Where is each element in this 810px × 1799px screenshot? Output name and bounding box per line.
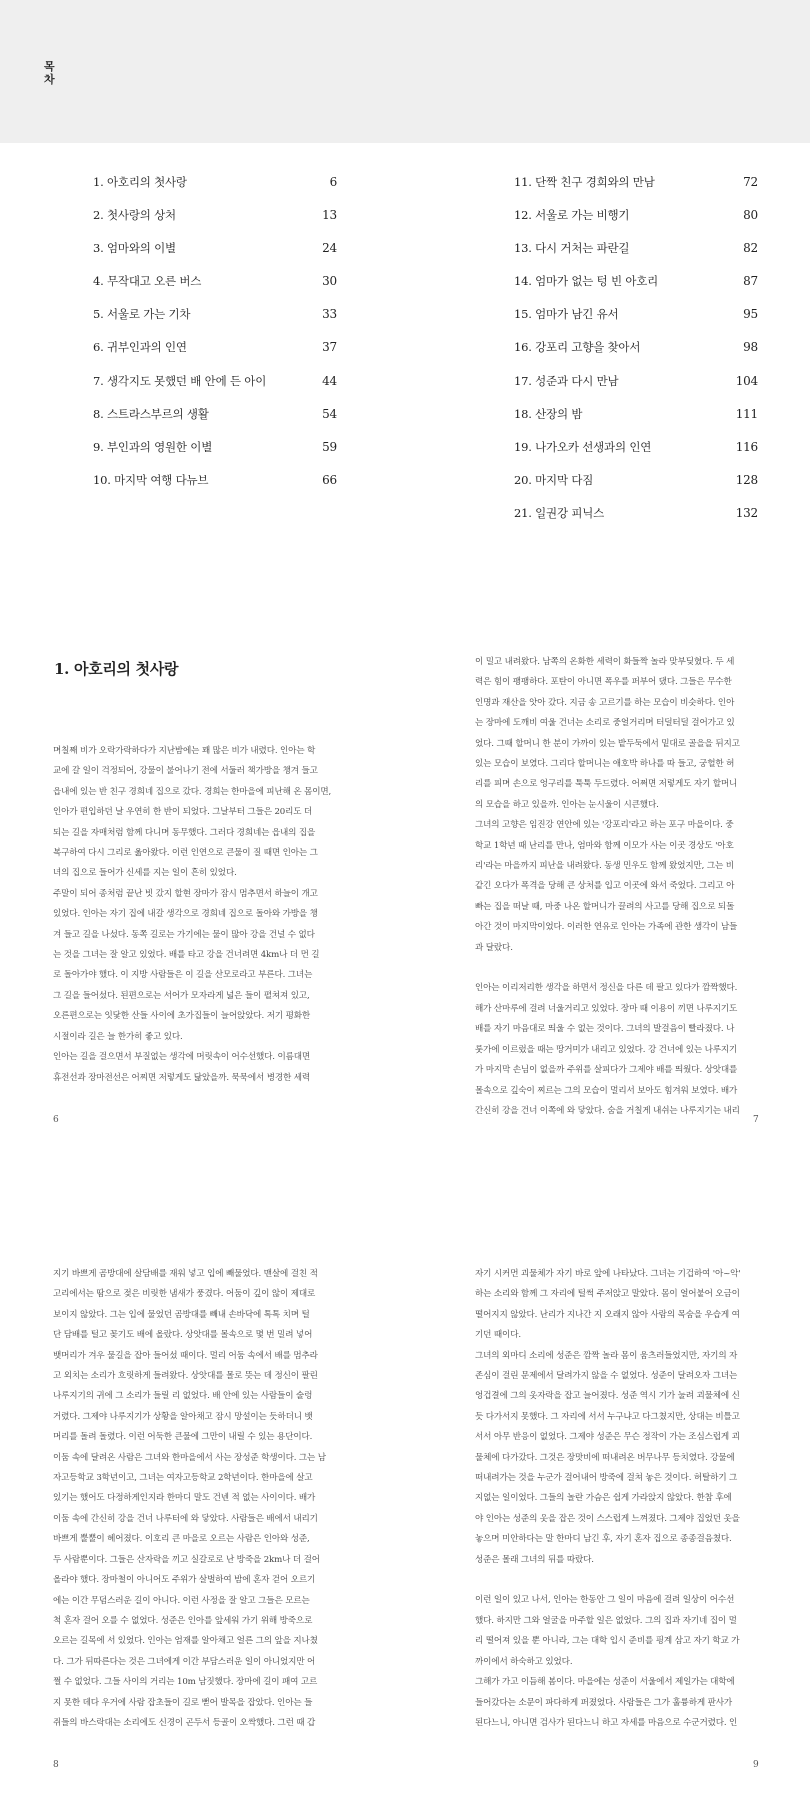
- toc-right-column: [514, 174, 758, 538]
- body-text-line: 지 못한 데다 우거에 사람 잡초들이 길로 뻗어 발목을 잡았다. 인아는 들: [53, 1697, 313, 1708]
- toc-entry-page: 24: [322, 241, 337, 256]
- body-text-line: 들어갔다는 소문이 파다하게 퍼졌었다. 사람들은 그가 훌륭하게 판사가: [475, 1697, 733, 1708]
- toc-entry-title: 10. 마지막 여행 다뉴브: [93, 472, 209, 487]
- body-text-line: 지기 바쁘게 곰방대에 살담배를 재워 넣고 입에 빼물었다. 맨살에 걸친 적: [53, 1269, 318, 1279]
- body-text-line: 성준은 몰래 그녀의 뒤를 따랐다.: [475, 1554, 594, 1565]
- body-text-line: 다. 그가 뒤따른다는 것은 그녀에게 이간 부담스러운 일이 아니었지만 어: [53, 1656, 316, 1667]
- body-text-line: 되는 길을 자매처럼 함께 다니며 동무했다. 그러다 경희네는 읍내의 집을: [53, 827, 316, 838]
- toc-entry-page: 87: [743, 274, 758, 289]
- toc-entry[interactable]: [514, 439, 758, 472]
- toc-entry[interactable]: [514, 174, 758, 207]
- toc-entry-title: 9. 부인과의 영원한 이별: [93, 439, 213, 454]
- body-text-line: 있는 모습이 보였다. 그리다 할머니는 애호박 하나를 따 들고, 궁헐한 허: [475, 759, 735, 770]
- toc-entry-title: 8. 스트라스부르의 생활: [93, 406, 209, 421]
- toc-entry-page: 128: [735, 472, 758, 487]
- body-text-line: 오른편으로는 잇닻한 산들 사이에 초가집들이 늘어앉았다. 저기 평화한: [53, 1011, 311, 1022]
- toc-entry-title: 19. 나가오카 선생과의 인연: [514, 439, 652, 454]
- toc-entry[interactable]: [93, 472, 337, 505]
- body-text-line: 복구하여 다시 그리로 옮아왔다. 이런 인연으로 큰물이 질 때면 인아는 그: [53, 848, 318, 859]
- body-text-line: 력은 힘이 팽팽하다. 포탄이 아니면 폭우를 퍼부어 댔다. 그들은 무수한: [475, 677, 732, 688]
- body-text-line: 고 외치는 소리가 흐릿하게 들려왔다. 상앗대를 몰로 뜻는 데 정신이 팔린: [53, 1371, 318, 1382]
- body-text-line: 올라야 했다. 장마철이 아니어도 주위가 살벌하여 밤에 혼자 걷어 오르기: [53, 1575, 316, 1586]
- body-text-line: 야 인아는 성준의 옷을 잡은 것이 스스럽게 느껴졌다. 그제야 집었던 옷을: [475, 1513, 740, 1524]
- toc-entry[interactable]: [93, 240, 337, 273]
- body-text-line: 룻가에 이르렀을 때는 땅거미가 내리고 있었다. 강 건너에 있는 나루지기: [475, 1044, 738, 1055]
- toc-entry-title: 1. 아호리의 첫사랑: [93, 175, 187, 189]
- toc-entry-page: 6: [329, 175, 337, 189]
- body-text-line: 고리에서는 땀으로 젖은 비릿한 냄새가 풍겼다. 어둠이 깊이 않이 제대로: [53, 1289, 316, 1300]
- header-band: [0, 0, 810, 143]
- body-text-line: 리 떨어져 있을 뿐 아니라, 그는 대학 입시 준비를 핑계 삼고 자기 학교 가: [475, 1636, 740, 1647]
- body-text-line: 자기 시커먼 괴물체가 자기 바로 앞에 나타났다. 그녀는 기겁하여 '아~악': [475, 1269, 741, 1279]
- body-text-line: 해가 산마루에 걸려 너울거리고 있었다. 장마 때 이용이 끼면 나루지기도: [475, 1003, 738, 1014]
- spread-pages-8-9: [0, 1250, 810, 1790]
- body-text-line: 의 모습을 하고 있을까. 인아는 눈시울이 시큰했다.: [475, 799, 659, 810]
- page-number-8: 8: [53, 1760, 59, 1770]
- body-text-line: 었다. 그때 할머니 한 분이 가까이 있는 밭두둑에서 밑대로 골을을 뒤지고: [475, 738, 740, 749]
- toc-entry-page: 116: [735, 439, 758, 454]
- toc-entry-page: 82: [743, 241, 758, 256]
- body-text-line: 시절이라 길은 늘 한가히 좋고 있다.: [53, 1031, 183, 1042]
- toc-entry-page: 72: [743, 175, 758, 189]
- body-text-line: 가 마지막 손님이 없을까 주위를 살피다가 그제야 배를 띄웠다. 상앗대를: [475, 1065, 738, 1076]
- body-text-line: 빠는 집을 떠날 때, 마중 나온 할머니가 끌려의 사고를 당해 집으로 되돌: [475, 901, 735, 912]
- toc-entry-title: 20. 마지막 다짐: [514, 472, 594, 487]
- body-text-line: 보이지 않았다. 그는 입에 물었던 곰방대를 빼내 손바닥에 톡톡 치며 털: [53, 1309, 310, 1320]
- toc-entry-page: 37: [322, 340, 337, 355]
- body-text-line: 서서 아무 반응이 없었다. 그제야 성준은 무슨 정작이 가는 조심스럽게 괴: [475, 1432, 740, 1443]
- body-text-line: 인명과 재산을 앗아 갔다. 지금 송 고르기를 하는 모습이 비슷하다. 인아: [475, 697, 735, 708]
- body-text-line: 놓으며 미안하다는 말 한마디 남긴 후, 자기 혼자 집으로 종종걸음쳤다.: [475, 1534, 732, 1545]
- toc-entry-title: 2. 첫사랑의 상처: [93, 208, 176, 223]
- body-text-line: 듯 다가서지 못했다. 그 자리에 서서 누구냐고 다그쳤지만, 상대는 비틀고: [475, 1411, 740, 1422]
- toc-entry[interactable]: [514, 339, 758, 372]
- body-text-line: 머리를 돌려 돌렸다. 이런 어둑한 큰물에 그만이 내릴 수 있는 용단이다.: [53, 1432, 313, 1443]
- body-text-line: 나루지기의 귀에 그 소리가 들릴 리 없었다. 배 안에 있는 사람들이 술렁: [53, 1391, 313, 1402]
- page-7-body: [475, 652, 810, 1121]
- body-text-line: 이런 일이 있고 나서, 인아는 한동안 그 일이 마음에 걸려 일상이 어수선: [475, 1595, 735, 1606]
- body-text-line: 읍내에 있는 반 친구 경희네 집으로 갔다. 경희는 한마을에 피난해 온 몸이면,: [53, 786, 332, 797]
- spread-pages-6-7: [0, 640, 810, 1160]
- body-text-line: 같긴 오다가 폭격을 당해 큰 상처를 입고 이곳에 와서 죽었다. 그리고 아: [475, 881, 735, 892]
- body-text-line: 몰속으로 깊숙이 찌르는 그의 모습이 멀리서 보아도 힘겨워 보였다. 배가: [475, 1085, 738, 1096]
- body-text-line: 두 사람뿐이다. 그들은 산자락을 끼고 실갈로로 난 방죽을 2km나 더 걸어: [53, 1554, 320, 1565]
- body-text-line: 그녀의 고향은 임진강 연안에 있는 '강포리'라고 하는 포구 마을이다. 중: [475, 820, 734, 831]
- body-text-line: 인아는 이리저리한 생각을 하면서 정신을 다른 데 팔고 있다가 깜짝했다.: [475, 983, 738, 994]
- body-text-line: 그 길을 들어섰다. 된편으로는 서어가 모자라게 넓은 들이 펼쳐져 있고,: [53, 990, 310, 1001]
- body-text-line: 에는 이간 무덤스러운 길이 아니다. 이런 사정을 잘 알고 그들은 모르는: [53, 1595, 310, 1606]
- toc-entry-title: 21. 일권강 피닉스: [514, 505, 605, 520]
- body-text-line: 학교 1학년 때 난리를 만나, 엄마와 함께 이모가 사는 이곳 경상도 '아호: [475, 840, 734, 851]
- body-text-line: 이 밀고 내려왔다. 남쪽의 온화한 세력이 화들짝 놀라 맞부딪혔다. 두 세: [475, 657, 735, 667]
- page-number-7: 7: [753, 1115, 759, 1125]
- toc-entry-title: 6. 귀부인과의 인연: [93, 340, 187, 355]
- body-text-line: 척 혼자 걸어 오를 수 없었다. 성준은 인아를 앞세워 가기 위해 방죽으로: [53, 1615, 313, 1626]
- page-8-body: [53, 1264, 388, 1733]
- body-text-line: 배를 자기 마음대로 띄울 수 없는 것이다. 그녀의 발걸음이 빨라졌다. 나: [475, 1024, 735, 1035]
- chapter-title: 1. 아호리의 첫사랑: [54, 660, 179, 678]
- toc-entry-page: 132: [735, 505, 758, 520]
- toc-entry[interactable]: [93, 207, 337, 240]
- body-text-line: 과 달랐다.: [475, 942, 513, 953]
- toc-entry-page: 111: [735, 406, 758, 421]
- toc-entry-title: 7. 생각지도 못했던 배 안에 든 아이: [93, 373, 267, 388]
- toc-entry[interactable]: [514, 505, 758, 538]
- toc-entry[interactable]: [514, 207, 758, 240]
- toc-entry[interactable]: [93, 406, 337, 439]
- body-text-line: 엉겁결에 그의 옷자락을 잡고 늘어졌다. 성준 역시 기가 눌려 괴물체에 신: [475, 1391, 740, 1402]
- toc-entry-title: 4. 무작대고 오른 버스: [93, 274, 202, 289]
- toc-entry-title: 18. 산장의 밤: [514, 406, 583, 421]
- body-text-line: 는 장마에 도깨비 여울 건너는 소리로 중얼거리며 터덜터덜 걸어가고 있: [475, 718, 735, 729]
- body-text-line: 자고등학교 3학년이고, 그녀는 여자고등학교 2학년이다. 한마을에 살고: [53, 1473, 313, 1484]
- toc-entry[interactable]: [514, 406, 758, 439]
- body-text-line: 기던 때이다.: [475, 1330, 521, 1341]
- toc-entry-page: 59: [322, 439, 337, 454]
- body-text-line: 아간 것이 마지막이었다. 이러한 연유로 인아는 가족에 관한 생각이 남들: [475, 922, 738, 933]
- toc-entry-title: 13. 다시 거처는 파란길: [514, 241, 630, 256]
- page-number-6: 6: [53, 1115, 59, 1125]
- body-text-line: 있었다. 인아는 자기 집에 내갈 생각으로 경희네 집으로 돌아와 가방을 챙: [53, 909, 318, 920]
- body-text-line: 그해가 가고 이듬해 봄이다. 마을에는 성준이 서울에서 제일가는 대학에: [475, 1677, 735, 1688]
- toc-entry-page: 98: [743, 340, 758, 355]
- toc-entry[interactable]: [514, 306, 758, 339]
- body-text-line: 존심이 걸린 문제에서 달려가지 않을 수 없었다. 성준이 달려오자 그녀는: [475, 1371, 738, 1382]
- paragraph-gap: [475, 1570, 810, 1590]
- toc-entry[interactable]: [93, 174, 337, 207]
- toc-entry-page: 13: [322, 208, 337, 223]
- body-text-line: 이둠 속에 달려온 사람은 그녀와 한마을에서 사는 장성준 학생이다. 그는 남: [53, 1452, 326, 1463]
- toc-heading: 목차: [44, 60, 55, 86]
- body-text-line: 떠내려가는 것을 누군가 걸어내어 방죽에 걸쳐 놓은 것이다. 허탈하기 그: [475, 1473, 738, 1484]
- body-text-line: 물체에 다가갔다. 그것은 장맛비에 떠내려온 버무나무 등치였다. 강물에: [475, 1452, 735, 1463]
- body-text-line: 쥐들의 바스락대는 소리에도 신경이 곤두서 등골이 오싹했다. 그런 때 갑: [53, 1717, 316, 1728]
- toc-entry[interactable]: [514, 373, 758, 406]
- page-6-body: [53, 741, 388, 1088]
- body-text-line: 휴전선과 장마전선은 어찌면 저렇게도 닮았을까. 묵묵에서 병경한 세력: [53, 1072, 311, 1083]
- body-text-line: 있기는 했어도 다정하게인지라 한마디 말도 건넨 적 없는 사이이다. 배가: [53, 1493, 316, 1504]
- body-text-line: 단 담배를 털고 꽂기도 배에 올랐다. 상앗대를 몰속으로 몇 번 밀려 넣어: [53, 1330, 313, 1341]
- body-text-line: 했다. 하지만 그와 얼굴을 마주할 일은 없었다. 그의 집과 자기네 집이 멀: [475, 1615, 737, 1626]
- paragraph-gap: [475, 958, 810, 978]
- toc-entry-title: 15. 엄마가 남긴 유서: [514, 307, 619, 322]
- toc-entry-page: 80: [743, 208, 758, 223]
- body-text-line: 바쁘게 뿔뿔이 헤어졌다. 이호리 큰 마을로 오르는 사람은 인아와 성준,: [53, 1534, 310, 1545]
- body-text-line: 뱃머리가 겨우 물길을 잡아 들어섰 때이다. 멀리 어둠 속에서 배를 멈추라: [53, 1350, 318, 1361]
- toc-entry[interactable]: [93, 373, 337, 406]
- body-text-line: 된다느니, 아니면 검사가 된다느니 하고 자세를 마음으로 수군거렸다. 인: [475, 1717, 738, 1728]
- body-text-line: 리'라는 마을까지 피난을 내려왔다. 동생 민우도 함께 왔었지만, 그는 비: [475, 861, 734, 872]
- body-text-line: 쩔 수 없었다. 그들 사이의 거리는 10m 남짓했다. 장마에 길이 패여 고르: [53, 1677, 318, 1688]
- page-number-9: 9: [753, 1760, 759, 1770]
- body-text-line: 오르는 길목에 서 있었다. 인아는 엄재를 알아채고 얼른 그의 앞을 지나쳤: [53, 1636, 318, 1647]
- page-9-body: [475, 1264, 810, 1733]
- body-text-line: 주말이 되어 종처럼 끝난 빗 갔지 할현 장마가 잠시 멈추면서 하늘이 개고: [53, 888, 318, 899]
- body-text-line: 겨 들고 길을 나섰다. 동쪽 길로는 가기에는 물이 많아 강을 건널 수 없다: [53, 929, 315, 940]
- toc-entry[interactable]: [93, 439, 337, 472]
- toc-left-column: [93, 174, 337, 505]
- toc-entry-page: 66: [322, 472, 337, 487]
- toc-entry[interactable]: [514, 273, 758, 306]
- body-text-line: 간신히 강을 건너 이쪽에 와 닿았다. 숨을 거칠게 내쉬는 나루지기는 내리: [475, 1105, 740, 1116]
- body-text-line: 인아는 길을 걸으면서 부질없는 생각에 머릿속이 어수선했다. 이름대면: [53, 1052, 311, 1063]
- toc-entry[interactable]: [93, 339, 337, 372]
- toc-entry-page: 33: [322, 307, 337, 322]
- body-text-line: 거렸다. 그제야 나루지기가 상황을 알아채고 잠시 망설이는 듯하더니 뱃: [53, 1411, 313, 1422]
- body-text-line: 인아가 편입하던 날 우연히 한 반이 되었다. 그날부터 그들은 20리도 더: [53, 807, 313, 818]
- toc-entry-title: 11. 단짝 친구 경희와의 만남: [514, 175, 655, 189]
- body-text-line: 까이에서 하숙하고 있었다.: [475, 1656, 573, 1667]
- body-text-line: 녀의 집으로 들어가 신세를 지는 일이 흔히 있었다.: [53, 868, 237, 879]
- body-text-line: 교에 갈 일이 걱정되어, 강물이 불어나기 전에 서둘러 책가방을 챙겨 들고: [53, 766, 318, 777]
- toc-entry-title: 3. 엄마와의 이별: [93, 241, 176, 256]
- toc-entry-page: 30: [322, 274, 337, 289]
- body-text-line: 로 돌아가야 했다. 이 지방 사람들은 이 길을 산모로라고 부른다. 그녀는: [53, 970, 313, 981]
- toc-entry-page: 44: [322, 373, 337, 388]
- body-text-line: 는 것을 그녀는 잘 알고 있었다. 배를 타고 강을 건너려면 4km나 더 먼 길: [53, 950, 320, 961]
- toc-entry-page: 54: [322, 406, 337, 421]
- toc-entry-title: 12. 서울로 가는 비행기: [514, 208, 630, 223]
- body-text-line: 그녀의 외마디 소리에 성준은 깜짝 놀라 몸이 움츠러들었지만, 자기의 자: [475, 1350, 738, 1361]
- toc-entry[interactable]: [514, 472, 758, 505]
- toc-entry-title: 5. 서울로 가는 기차: [93, 307, 191, 322]
- body-text-line: 며칠째 비가 오락가락하다가 지난밤에는 꽤 많은 비가 내렸다. 인아는 학: [53, 746, 316, 756]
- toc-entry[interactable]: [93, 273, 337, 306]
- body-text-line: 지없는 일이었다. 그들의 놀란 가슴은 쉽게 가라앉지 않았다. 한참 후에: [475, 1493, 732, 1504]
- body-text-line: 하는 소리와 함께 그 자리에 털썩 주저앉고 말았다. 몸이 얼어붙어 오금이: [475, 1289, 740, 1300]
- toc-entry-page: 95: [743, 307, 758, 322]
- body-text-line: 떨어지지 않았다. 난리가 지나간 지 오래지 않아 사람의 목숨을 우습게 여: [475, 1309, 740, 1320]
- toc-entry-title: 14. 엄마가 없는 텅 빈 아호리: [514, 274, 659, 289]
- body-text-line: 이둠 속에 간신히 강을 건너 나루터에 와 닿았다. 사람들은 배에서 내리기: [53, 1513, 318, 1524]
- toc-entry-title: 16. 강포리 고향을 찾아서: [514, 340, 641, 355]
- toc-entry-title: 17. 성준과 다시 만남: [514, 373, 619, 388]
- toc-entry[interactable]: [93, 306, 337, 339]
- body-text-line: 리를 피며 손으로 엉구리를 툭툭 두드렸다. 어쩌면 저렇게도 자기 할머니: [475, 779, 738, 790]
- toc-entry-page: 104: [735, 373, 758, 388]
- toc-entry[interactable]: [514, 240, 758, 273]
